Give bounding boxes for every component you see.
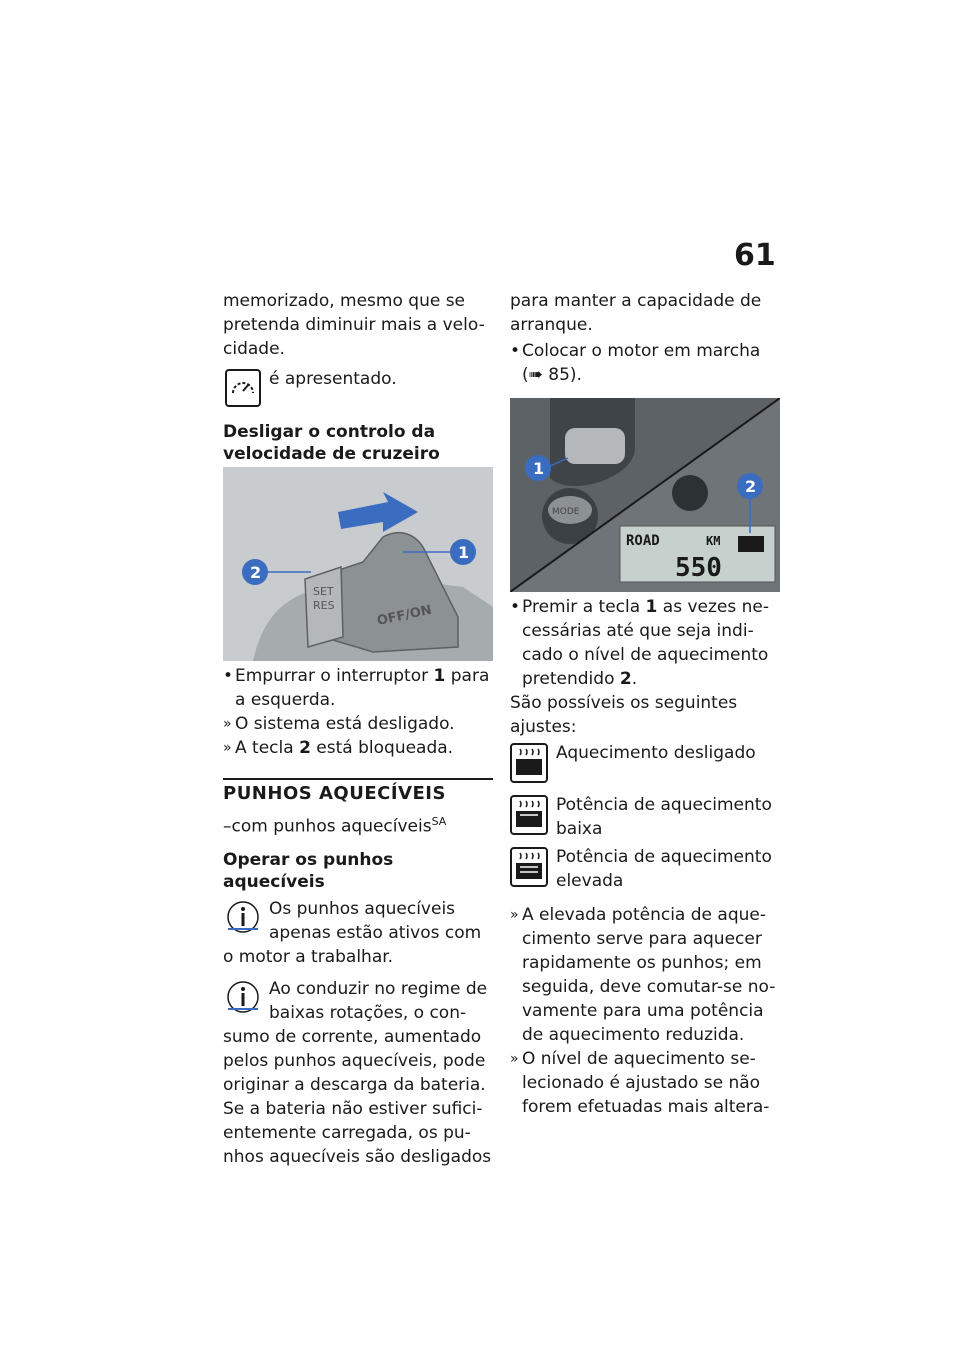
result2-text: A tecla: [235, 738, 300, 758]
step2-text-mid: as vezes ne-cessárias até que seja indi-cado o nível de aquecimento pretendido: [522, 597, 770, 689]
res-label: RES: [313, 599, 335, 612]
variant-text: –com punhos aquecíveis: [223, 816, 432, 837]
callout-1-b: 1: [533, 459, 545, 478]
callout-1: 1: [458, 543, 470, 562]
setting-high: Potência de aquecimento elevada: [556, 847, 772, 891]
offon-label: OFF/ON: [375, 602, 434, 629]
heating-low-icon: [510, 795, 548, 835]
step2-text-end: .: [631, 669, 638, 689]
callout-2: 2: [250, 563, 262, 582]
step1-ref: 1: [433, 666, 446, 686]
step-start-engine: [510, 339, 780, 387]
km-label: KM: [706, 534, 721, 548]
page-reference: (➠ 85).: [522, 365, 582, 385]
figure-heated-grips-display: [510, 398, 780, 592]
odometer-value: 550: [675, 553, 722, 583]
info-icon-2: [225, 979, 261, 1015]
icon-description: é apresentado.: [269, 369, 397, 389]
heating-off-icon: [510, 743, 548, 783]
intro-text: memorizado, mesmo que se pretenda diminuir mais a velo-cidade.: [223, 291, 485, 359]
section-heated-grips: PUNHOS AQUECÍVEIS: [223, 778, 493, 806]
figure-cruise-switch: [223, 467, 493, 661]
possible-settings: São possíveis os seguintes ajustes:: [510, 693, 738, 737]
right-column: [510, 289, 780, 387]
result-high-power: » A elevada potência de aque-cimento serve para aquecer rapidamente os punhos; em seguida, deve comutar-se no-vamente para uma potência de aquecimento reduzida.: [510, 903, 780, 1047]
start-engine-text: Colocar o motor em marcha: [522, 341, 761, 361]
result2-ref: 2: [299, 738, 311, 758]
heading-operate-grips: Operar os punhos aquecíveis: [223, 849, 394, 892]
step1-text: Empurrar o interruptor: [235, 666, 434, 686]
result-key-locked: [223, 736, 493, 760]
left-column-lower: [223, 664, 493, 1169]
result-disabled: » O sistema está desligado.: [223, 712, 493, 736]
left-column: [223, 289, 493, 465]
figure-display-drawing: [510, 398, 780, 592]
step2-ref2: 2: [619, 669, 632, 689]
continued-text: para manter a capacidade de arranque.: [510, 291, 762, 335]
step-push-switch: [223, 664, 493, 712]
step2-text: Premir a tecla: [522, 597, 646, 617]
variant-line: [223, 810, 493, 839]
step-press-key: [510, 595, 780, 691]
set-label: SET: [313, 585, 334, 598]
mode-label: MODE: [552, 507, 580, 517]
setting-low: Potência de aquecimento baixa: [556, 795, 772, 839]
info-text-2: Ao conduzir no regime de baixas rotações, o con-sumo de corrente, aumentado pelos punhos aquecíveis, pode originar a descarga da bateria. Se a bateria não estiver sufici-entemente carregada, os pu-nhos aquecíveis são desligados: [223, 978, 492, 1167]
callout-2-b: 2: [745, 477, 757, 496]
result2-text-end: está bloqueada.: [310, 738, 454, 758]
heating-level-indicator: [738, 536, 764, 552]
step2-ref: 1: [645, 597, 658, 617]
result-level-set: » O nível de aquecimento se-lecionado é ajustado se não forem efetuadas mais altera-: [510, 1047, 780, 1119]
cruise-control-icon: [225, 369, 261, 407]
step1-text-end: para a esquerda.: [235, 666, 490, 710]
info-icon: [225, 899, 261, 935]
info-text-1: Os punhos aquecíveis apenas estão ativos com o motor a trabalhar.: [223, 898, 482, 967]
heating-high-icon: [510, 847, 548, 887]
setting-off: Aquecimento desligado: [556, 743, 756, 763]
figure-cruise-switch-drawing: [223, 467, 493, 661]
heading-switch-off: Desligar o controlo da velocidade de cruzeiro: [223, 422, 440, 464]
road-label: ROAD: [626, 533, 660, 549]
right-column-lower: [510, 595, 780, 1119]
variant-sup: SA: [431, 815, 447, 828]
page-number: 61: [734, 238, 776, 273]
